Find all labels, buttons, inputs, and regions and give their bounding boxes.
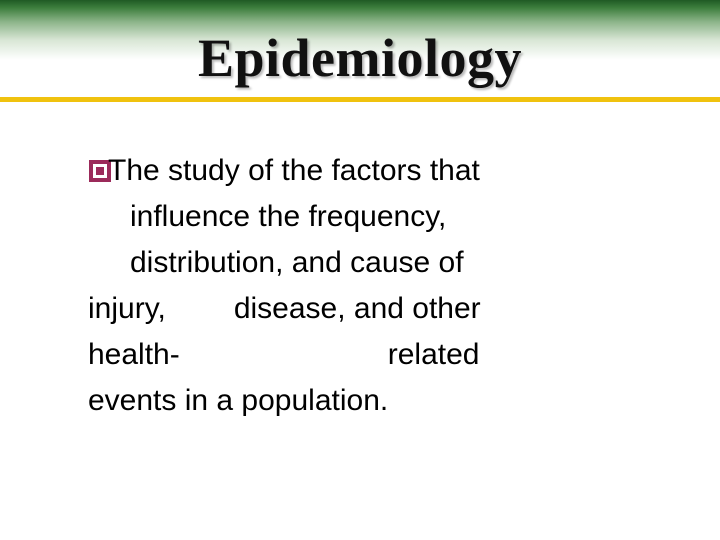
definition-line: The study of the factors that [108,154,480,187]
title-divider [0,97,720,102]
definition-line: distribution, and cause of [130,246,464,279]
definition-line: influence the frequency, [130,200,447,233]
definition-word: disease, and other [233,292,481,325]
definition-text [88,148,708,424]
slide-title: Epidemiology [197,28,523,88]
definition-line: events in a population. [88,384,389,417]
definition-line [88,332,708,378]
definition-line [88,286,708,332]
definition-word: health- [88,338,180,371]
definition-word: injury, [88,292,166,325]
definition-word: related [387,338,480,371]
